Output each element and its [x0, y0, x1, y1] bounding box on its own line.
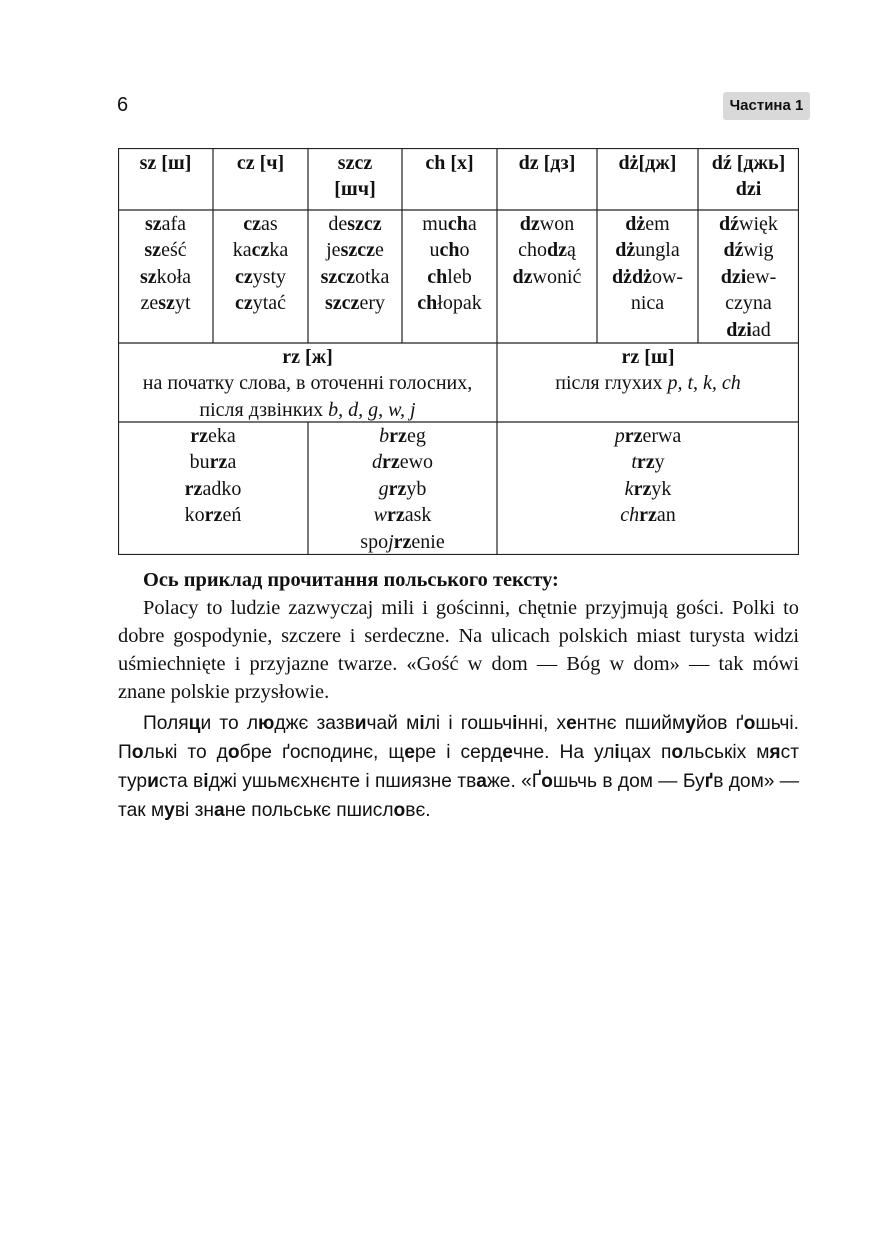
part-label-badge: Частина 1 — [723, 92, 810, 120]
example-word: chłopak — [417, 292, 482, 315]
example-word: krzyk — [624, 477, 672, 500]
example-word: chrzan — [620, 504, 676, 527]
rule-line: rz [ж] — [282, 346, 333, 368]
digraph-header-cell — [497, 150, 597, 176]
example-word: jeszcze — [326, 239, 384, 262]
digraph-header-line: dzi — [735, 178, 762, 201]
example-word: zeszyt — [140, 292, 191, 315]
example-word: dżungla — [615, 239, 680, 262]
example-word: wrzask — [373, 504, 432, 527]
example-word: kaczka — [232, 239, 289, 262]
digraph-header-cell — [402, 150, 497, 176]
rz-examples-cell-2 — [308, 423, 497, 555]
example-word: szczery — [325, 292, 385, 315]
example-word: spojrzenie — [360, 530, 445, 553]
digraph-header-line: ch [х] — [425, 152, 474, 174]
example-word: szafa — [144, 213, 187, 235]
rz-examples-cell-1 — [118, 423, 308, 529]
rule-line: після дзвінких b, d, g, w, j — [199, 398, 416, 421]
rz-examples-cell-3 — [497, 423, 799, 529]
digraph-examples-cell — [497, 211, 597, 290]
example-word: dżem — [625, 213, 670, 235]
digraph-header-line: szcz — [337, 152, 373, 174]
digraph-header-line: [шч] — [334, 178, 376, 201]
polish-paragraph: Polacy to ludzie zazwyczaj mili i gościnni, chętnie przyjmują gości. Polki to dobre gospodynie, szczere i serdeczne. Na ulicach polskich miast turysta widzi uśmiechnięte i przyjazne twarze. «Gość w dom — Bóg w dom» — tak mówi znane polskie przysłowie. — [118, 597, 799, 703]
digraph-header-line: cz [ч] — [236, 152, 285, 174]
example-word: szkoła — [139, 265, 192, 288]
reading-example — [118, 566, 799, 825]
example-word: przerwa — [614, 425, 682, 447]
digraph-header-cell — [597, 150, 698, 176]
digraph-header-cell — [213, 150, 308, 176]
pronunciation-table — [118, 148, 799, 555]
example-word: czysty — [234, 265, 287, 288]
digraph-header-line: dź [джь] — [711, 152, 786, 174]
example-word: dżdżow- — [611, 265, 684, 288]
digraph-examples-cell — [213, 211, 308, 317]
section-heading: Ось приклад прочитання польського тексту: — [143, 569, 559, 591]
example-word: rzadko — [184, 477, 242, 500]
example-word: czas — [243, 213, 278, 235]
example-word: grzyb — [378, 477, 427, 500]
rz-voiced-rule-cell — [118, 344, 497, 423]
example-word: chleb — [427, 265, 472, 288]
example-word: czytać — [234, 292, 287, 315]
digraph-header-cell — [698, 150, 799, 203]
example-word: ucho — [429, 239, 470, 262]
example-word: burza — [189, 451, 237, 474]
example-word: dziad — [726, 318, 771, 341]
example-word: nica — [630, 292, 665, 315]
transliteration-paragraph: Поляци то люджє зазвичай мілі і гошьчінні, хентнє пшиймуйов ґошьчі. Полькі то добре ґосподинє, щере і сердечне. На уліцах польськіх мяст туриста віджі ушьмєхнєнте і пшиязне тваже. «Ґошьчь в дом — Буґв дом» — так муві знане польськє пшисловє. — [118, 713, 800, 821]
example-word: mucha — [422, 213, 477, 235]
example-word: dźwig — [723, 239, 774, 262]
example-word: korzeń — [184, 504, 242, 527]
example-word: szczotka — [320, 265, 390, 288]
example-word: dziew- — [720, 265, 777, 288]
rule-line: на початку слова, в оточенні голосних, — [142, 372, 473, 395]
example-word: sześć — [144, 239, 187, 262]
example-word: drzewo — [371, 451, 434, 474]
digraph-examples-cell — [402, 211, 497, 317]
example-word: dźwięk — [719, 213, 778, 235]
rule-line: rz [ш] — [621, 346, 675, 368]
digraph-header-line: sz [ш] — [139, 152, 192, 174]
rule-line: після глухих p, t, k, ch — [555, 372, 741, 395]
digraph-examples-cell — [597, 211, 698, 317]
example-word: trzy — [631, 451, 665, 474]
digraph-examples-cell — [698, 211, 799, 343]
digraph-header-cell — [118, 150, 213, 176]
rz-voiceless-rule-cell — [497, 344, 799, 397]
example-word: dzwonić — [512, 265, 582, 288]
page-number: 6 — [117, 94, 129, 116]
digraph-header-line: dz [дз] — [518, 152, 576, 174]
digraph-examples-cell — [308, 211, 402, 317]
example-word: chodzą — [518, 239, 576, 262]
example-word: rzeka — [190, 425, 236, 447]
digraph-header-line: dż[дж] — [618, 152, 677, 174]
example-word: deszcz — [328, 213, 382, 235]
digraph-header-cell — [308, 150, 402, 203]
example-word: czyna — [725, 292, 772, 315]
example-word: dzwon — [519, 213, 575, 235]
digraph-examples-cell — [118, 211, 213, 317]
example-word: brzeg — [379, 425, 426, 447]
